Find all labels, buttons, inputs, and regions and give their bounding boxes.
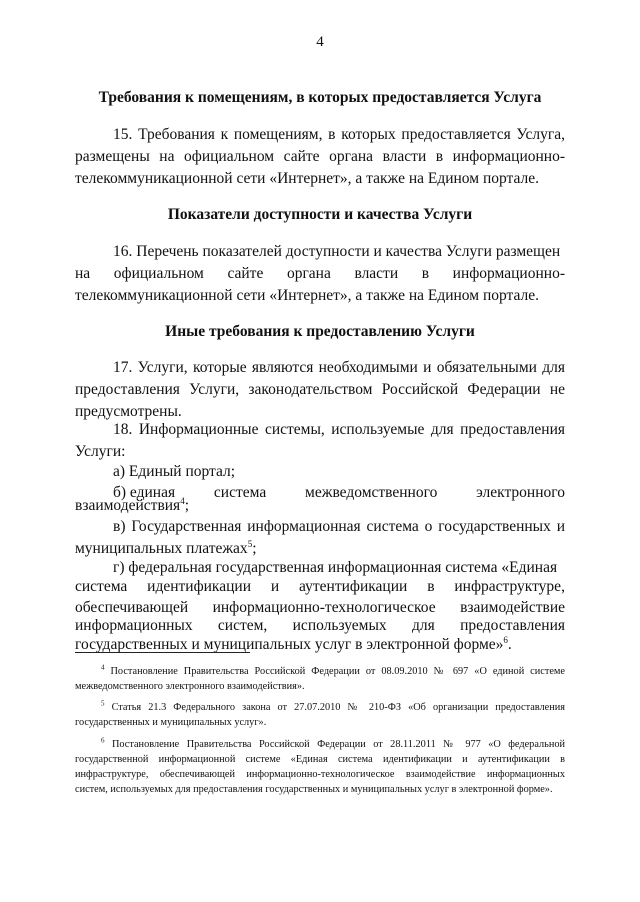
footnote-ref-5[interactable]: 5 bbox=[247, 538, 253, 549]
list-item-g-text: государственных и муниципальных услуг в электронной форме» bbox=[75, 636, 504, 653]
word: информационно- bbox=[452, 265, 565, 282]
footnote-5 bbox=[75, 700, 565, 730]
punctuation: ; bbox=[184, 497, 189, 514]
word: в bbox=[421, 265, 430, 282]
word: систем, bbox=[217, 617, 268, 634]
footnote-6 bbox=[75, 737, 565, 797]
word: используемых bbox=[292, 617, 387, 634]
section-heading-premises: Требования к помещениям, в которых предоставляется Услуга bbox=[98, 89, 542, 106]
list-item-g-line-2 bbox=[75, 576, 565, 598]
section-heading-accessibility: Показатели доступности и качества Услуги bbox=[167, 206, 473, 223]
word: инфраструктуре, bbox=[454, 578, 565, 595]
footnote-mark: 4 bbox=[101, 663, 105, 672]
page-number: 4 bbox=[316, 34, 324, 50]
footnote-ref-6[interactable]: 6 bbox=[503, 634, 508, 645]
word: органа bbox=[286, 265, 331, 282]
footnote-text: Постановление Правительства Российской Федерации от 08.09.2010 № 697 «О единой системе межведомственного электронного взаимодействия». bbox=[75, 666, 565, 692]
paragraph-16-line-1: 16. Перечень показателей доступности и качества Услуги размещен bbox=[113, 243, 561, 260]
list-item-g-line-1: г) федеральная государственная информационная система «Единая bbox=[113, 559, 558, 576]
paragraph-16-line-2 bbox=[75, 263, 565, 285]
list-item-a: а) Единый портал; bbox=[113, 463, 236, 480]
word: информационно-технологическое bbox=[212, 599, 436, 616]
list-item-v bbox=[75, 516, 565, 560]
word: в bbox=[427, 578, 435, 595]
word: для bbox=[411, 617, 435, 634]
word: взаимодействие bbox=[460, 599, 565, 616]
punctuation: ; bbox=[252, 540, 257, 557]
list-item-b-text: взаимодействия bbox=[75, 497, 181, 514]
word: на bbox=[75, 265, 91, 282]
word: официальном bbox=[113, 265, 204, 282]
word: идентификации bbox=[147, 578, 251, 595]
paragraph-18: 18. Информационные системы, используемые для предоставления Услуги: bbox=[75, 421, 565, 460]
footnote-text: Постановление Правительства Российской Федерации от 28.11.2011 № 977 «О федеральной государственной информационной системе «Единая система идентификации и аутентификации в инфраструктуре, обеспечивающей информационно-технологическое взаимодействие информационных систем, используемых для предоставления государственных и муниципальных услуг в электронной форме». bbox=[75, 739, 565, 795]
section-heading-other-requirements: Иные требования к предоставлению Услуги bbox=[165, 323, 475, 340]
paragraph-16-line-3: телекоммуникационной сети «Интернет», а также на Едином портале. bbox=[75, 287, 540, 304]
word: система bbox=[213, 484, 267, 501]
word: обеспечивающей bbox=[75, 599, 189, 616]
footnote-mark: 5 bbox=[101, 699, 105, 708]
punctuation: . bbox=[507, 636, 512, 653]
word: аутентификации bbox=[299, 578, 408, 595]
footnote-ref-4[interactable]: 4 bbox=[180, 495, 185, 506]
word: предоставления bbox=[460, 617, 565, 634]
paragraph-17: 17. Услуги, которые являются необходимыми и обязательными для предоставления Услуги, законодательством Российской Федерации не предусмотрены. bbox=[75, 359, 565, 420]
word: межведомственного bbox=[305, 484, 438, 501]
footnote-mark: 6 bbox=[101, 736, 105, 745]
word: власти bbox=[354, 265, 399, 282]
footnote-text: Статья 21.3 Федерального закона от 27.07.2010 № 210-ФЗ «Об организации предоставления государственных и муниципальных услуг». bbox=[75, 702, 565, 728]
word: информационных bbox=[75, 617, 193, 634]
word: сайте bbox=[227, 265, 264, 282]
footnote-separator bbox=[75, 652, 250, 653]
paragraph-15: 15. Требования к помещениям, в которых предоставляется Услуга, размещены на официальном сайте органа власти в информационно-телекоммуникационной сети «Интернет», а также на Едином портале. bbox=[75, 126, 565, 187]
word: и bbox=[270, 578, 280, 595]
word: система bbox=[75, 578, 128, 595]
list-item-b-line-2 bbox=[75, 495, 565, 517]
list-item-v-text: в) Государственная информационная система о государственных и муниципальных платежах bbox=[75, 518, 565, 557]
footnote-4 bbox=[75, 664, 565, 694]
word: б) единая bbox=[113, 484, 176, 501]
word: электронного bbox=[476, 484, 565, 501]
